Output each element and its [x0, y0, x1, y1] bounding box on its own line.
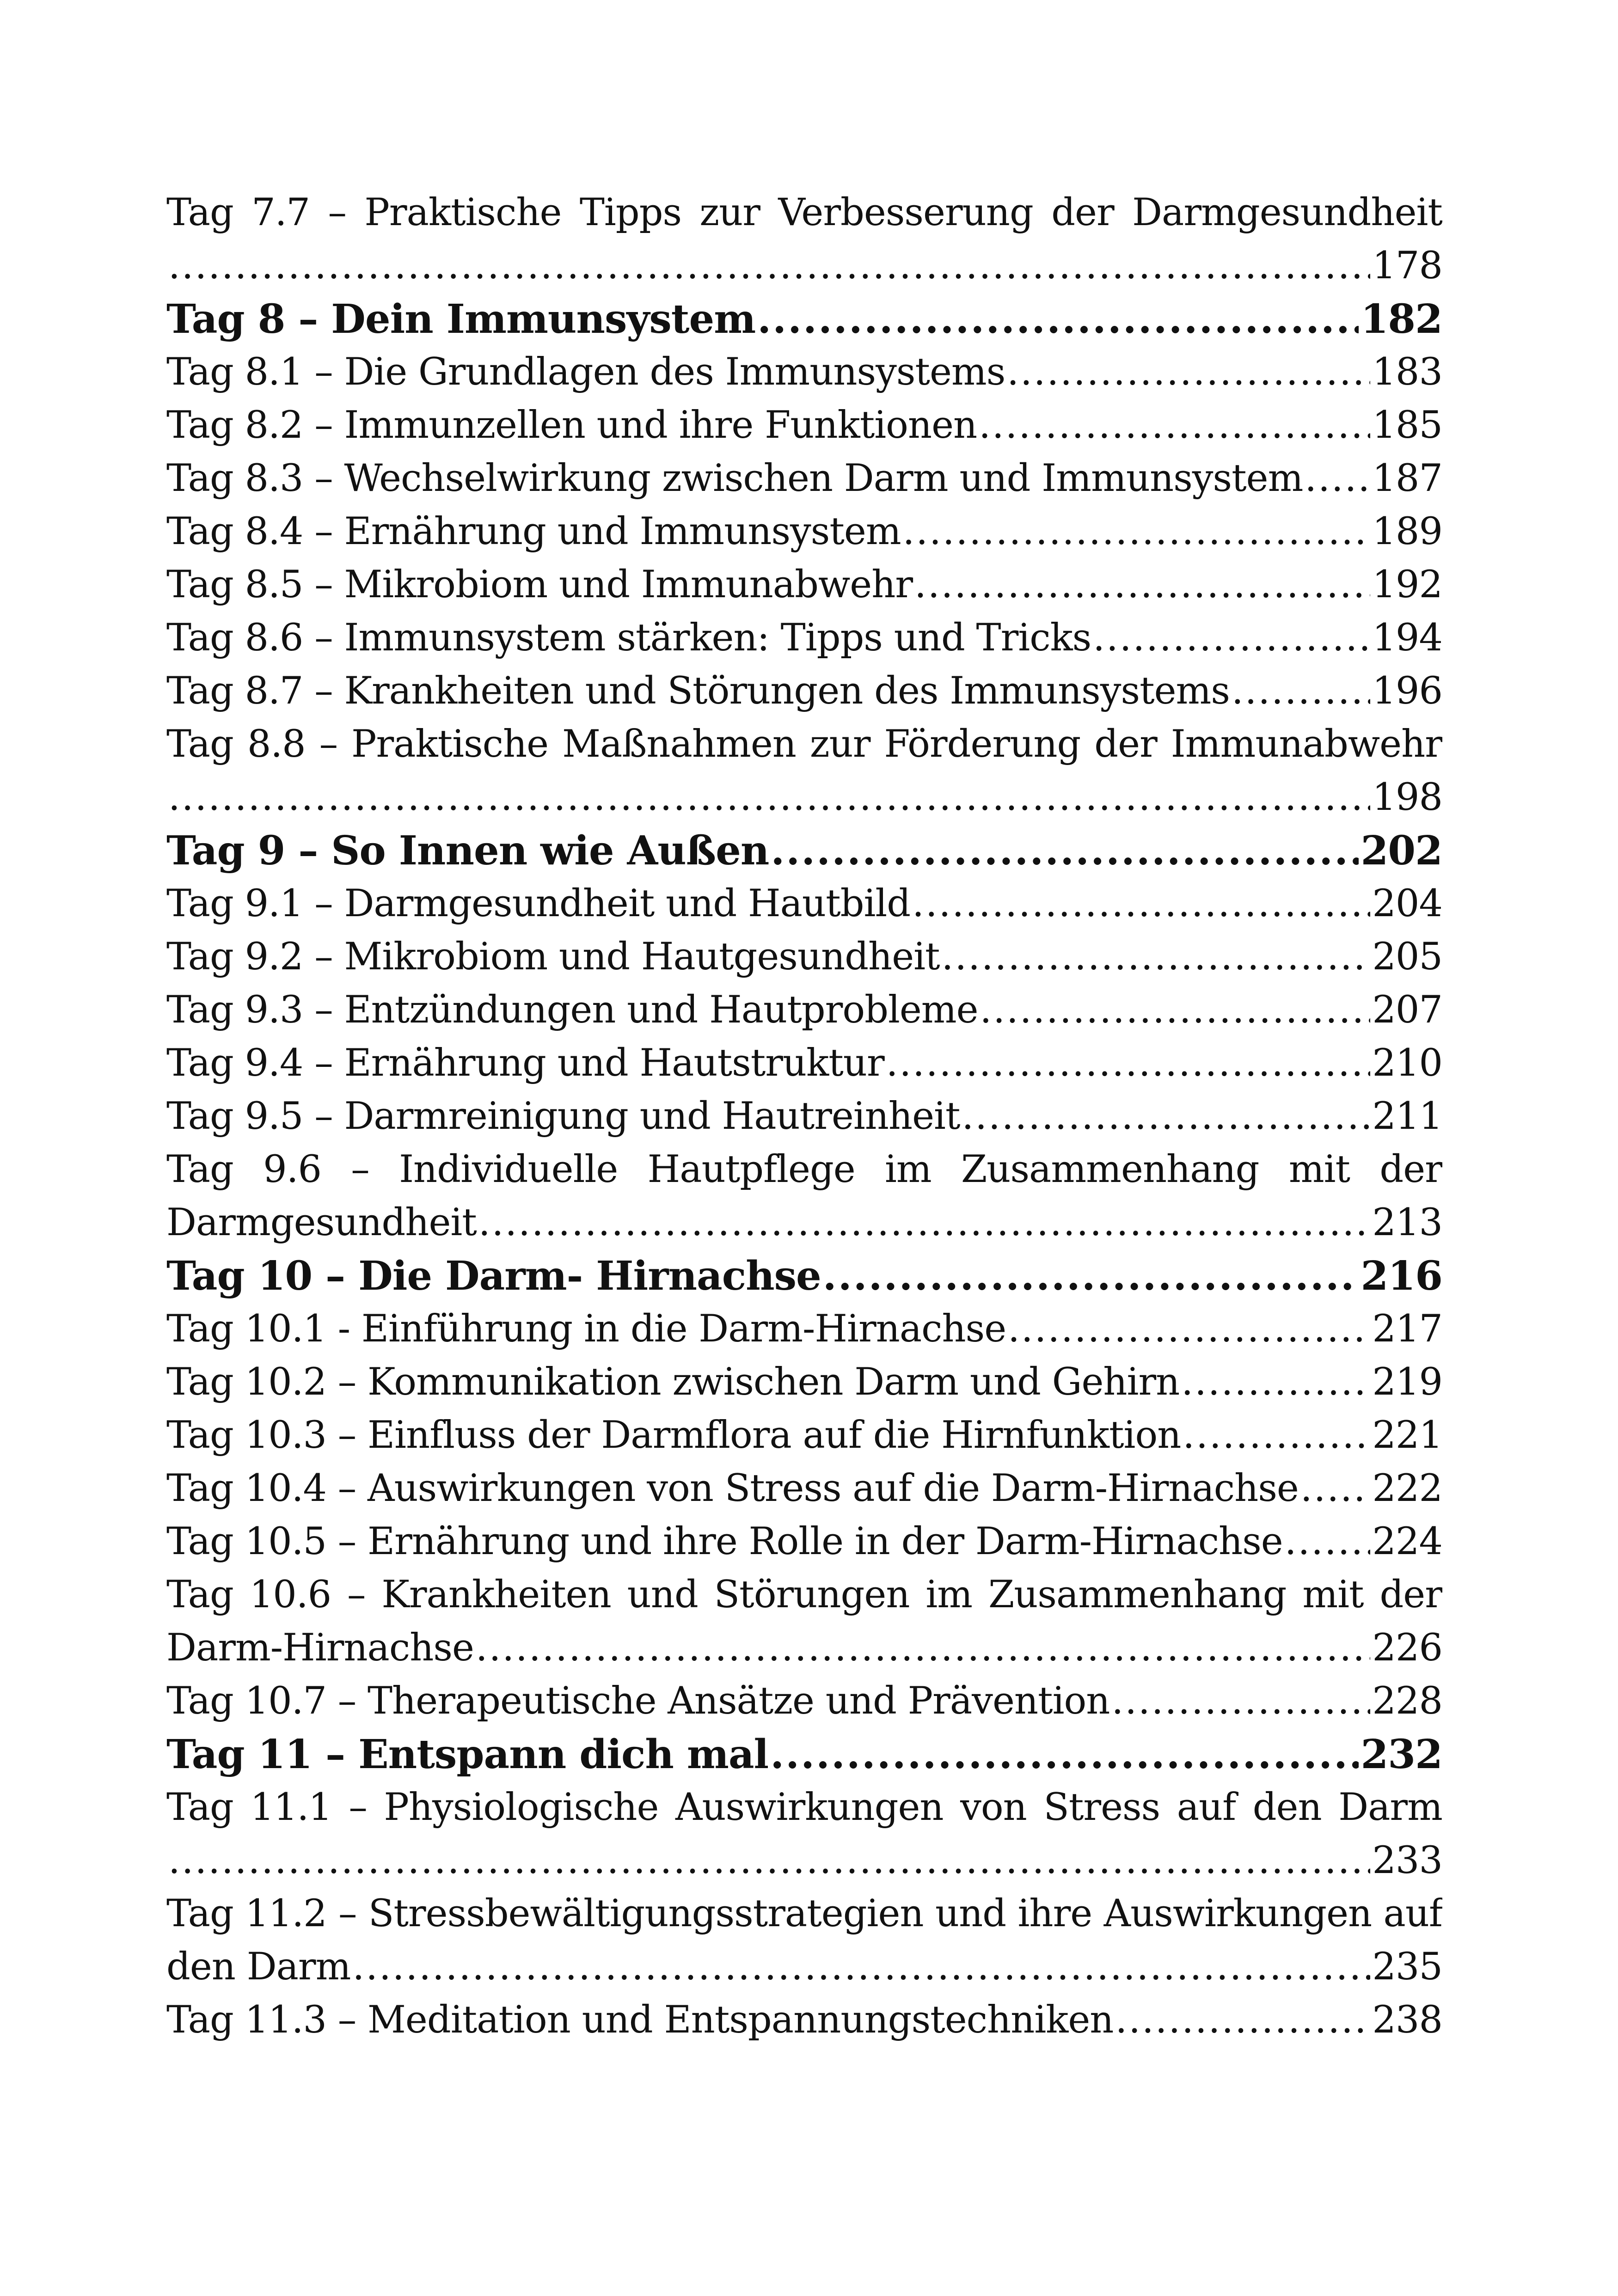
toc-entry-word: – — [347, 1573, 366, 1616]
dot-leader — [1181, 1356, 1370, 1409]
dot-leader — [757, 293, 1359, 346]
toc-entry-title: Tag 10 – Die Darm- Hirnachse — [166, 1253, 821, 1299]
toc-entry-title: Tag 10.7 – Therapeutische Ansätze und Prävention — [166, 1679, 1110, 1723]
dot-leader — [1300, 1462, 1371, 1515]
toc-entry-word: Stress — [1043, 1786, 1160, 1829]
toc-entry-word: und — [935, 1892, 1006, 1935]
toc-entry-word: Hautpflege — [647, 1148, 855, 1191]
toc-entry-word: Zusammenhang — [988, 1573, 1287, 1616]
dot-leader — [168, 239, 1370, 293]
page-number: 178 — [1372, 244, 1442, 288]
toc-entry-word: der — [1094, 722, 1157, 766]
toc-subentry-wrapped — [166, 718, 1442, 824]
toc-subentry — [166, 346, 1442, 399]
toc-subentry — [166, 1037, 1442, 1090]
toc-entry-word: 9.6 — [263, 1148, 321, 1191]
toc-subentry — [166, 1515, 1442, 1568]
page-number: 205 — [1372, 935, 1442, 979]
dot-leader — [1232, 665, 1370, 718]
toc-entry-title: Tag 10.1 - Einführung in die Darm-Hirnachse — [166, 1307, 1006, 1351]
page-number: 235 — [1372, 1945, 1442, 1989]
dot-leader — [1115, 1994, 1370, 2047]
dot-leader — [478, 1196, 1371, 1249]
toc-entry-word: mit — [1288, 1148, 1350, 1191]
toc-entry-title: Tag 8.3 – Wechselwirkung zwischen Darm und Immunsystem — [166, 457, 1303, 500]
toc-entry-word: Auswirkungen — [675, 1786, 944, 1829]
toc-entry-word: Tipps — [579, 191, 682, 234]
toc-entry-title: Tag 10.2 – Kommunikation zwischen Darm und Gehirn — [166, 1360, 1180, 1404]
page-number: 219 — [1372, 1360, 1442, 1404]
toc-entry-title-line — [166, 1887, 1442, 1941]
page-number: 210 — [1372, 1041, 1442, 1085]
toc-entry-word: Tag — [166, 1892, 233, 1935]
dot-leader — [912, 877, 1370, 931]
page-number: 221 — [1372, 1414, 1442, 1457]
page-number: 185 — [1372, 404, 1442, 447]
toc-entry-word: Tag — [166, 1148, 233, 1191]
toc-entry-word: Tag — [166, 1786, 233, 1829]
page-number: 233 — [1372, 1839, 1442, 1882]
toc-entry-word: der — [1379, 1573, 1442, 1616]
toc-entry-title: Tag 8.7 – Krankheiten und Störungen des Immunsystems — [166, 669, 1230, 713]
toc-entry-title: Tag 9 – So Innen wie Außen — [166, 827, 769, 874]
toc-entry-title-line — [166, 1781, 1442, 1834]
page-number: 211 — [1372, 1095, 1442, 1138]
toc-entry-title: Tag 9.5 – Darmreinigung und Hautreinheit — [166, 1095, 960, 1138]
toc-subentry — [166, 1409, 1442, 1462]
dot-leader — [771, 824, 1359, 877]
toc-entry-word: Tag — [166, 722, 233, 766]
dot-leader — [1093, 612, 1370, 665]
toc-entry-title: Tag 9.3 – Entzündungen und Hautprobleme — [166, 988, 978, 1032]
toc-entry-title-continuation: Darmgesundheit — [166, 1201, 477, 1244]
toc-entry-word: auf — [1383, 1892, 1442, 1935]
page-number: 228 — [1372, 1679, 1442, 1723]
toc-entry-title: Tag 11 – Entspann dich mal — [166, 1731, 769, 1778]
toc-entry-word: zur — [699, 191, 760, 234]
toc-entry-word: den — [1252, 1786, 1322, 1829]
toc-entry-word: 11.1 — [250, 1786, 332, 1829]
toc-entry-title: Tag 10.3 – Einfluss der Darmflora auf die Hirnfunktion — [166, 1414, 1181, 1457]
toc-entry-title: Tag 11.3 – Meditation und Entspannungstechniken — [166, 1998, 1114, 2042]
page-number: 216 — [1361, 1253, 1442, 1299]
toc-subentry — [166, 1090, 1442, 1143]
page-number: 183 — [1372, 350, 1442, 394]
toc-subentry — [166, 877, 1442, 931]
page-number: 204 — [1372, 882, 1442, 925]
toc-entry-word: Zusammenhang — [961, 1148, 1259, 1191]
toc-entry-word: – — [338, 1892, 357, 1935]
toc-entry-word: Förderung — [884, 722, 1081, 766]
page-number: 192 — [1372, 563, 1442, 606]
toc-chapter-entry — [166, 1249, 1442, 1303]
dot-leader — [962, 1090, 1371, 1143]
toc-subentry-wrapped — [166, 1568, 1442, 1675]
toc-subentry — [166, 452, 1442, 505]
toc-subentry — [166, 612, 1442, 665]
toc-entry-title: Tag 8.1 – Die Grundlagen des Immunsystems — [166, 350, 1005, 394]
toc-subentry — [166, 1356, 1442, 1409]
dot-leader — [1008, 1303, 1370, 1356]
toc-subentry — [166, 665, 1442, 718]
toc-entry-title: Tag 10.5 – Ernährung und ihre Rolle in der Darm-Hirnachse — [166, 1520, 1283, 1563]
page-number: 217 — [1372, 1307, 1442, 1351]
dot-leader — [979, 399, 1370, 452]
toc-entry-title: Tag 8.6 – Immunsystem stärken: Tipps und Tricks — [166, 616, 1091, 660]
page-number: 194 — [1372, 616, 1442, 660]
toc-entry-word: im — [885, 1148, 932, 1191]
toc-entry-title: Tag 9.4 – Ernährung und Hautstruktur — [166, 1041, 884, 1085]
dot-leader — [1111, 1675, 1370, 1728]
toc-entry-word: 10.6 — [249, 1573, 331, 1616]
toc-entry-word: Tag — [166, 1573, 233, 1616]
dot-leader — [1305, 452, 1370, 505]
toc-entry-word: Krankheiten — [381, 1573, 611, 1616]
dot-leader — [886, 1037, 1371, 1090]
toc-chapter-entry — [166, 293, 1442, 346]
toc-subentry — [166, 931, 1442, 984]
toc-subentry-wrapped — [166, 186, 1442, 293]
toc-entry-title: Tag 8 – Dein Immunsystem — [166, 296, 756, 343]
toc-entry-word: Auswirkungen — [1103, 1892, 1372, 1935]
page-number: 238 — [1372, 1998, 1442, 2042]
page-number: 198 — [1372, 776, 1442, 819]
toc-chapter-entry — [166, 824, 1442, 877]
toc-subentry — [166, 399, 1442, 452]
toc-subentry — [166, 1994, 1442, 2047]
toc-entry-word: und — [627, 1573, 698, 1616]
dot-leader — [168, 771, 1370, 824]
toc-entry-title-line — [166, 1143, 1442, 1196]
toc-subentry — [166, 984, 1442, 1037]
page-number: 182 — [1361, 296, 1442, 343]
toc-entry-word: Praktische — [351, 722, 549, 766]
dot-leader — [823, 1249, 1359, 1303]
toc-entry-word: Darm — [1338, 1786, 1442, 1829]
dot-leader — [1007, 346, 1370, 399]
page-number: 226 — [1372, 1626, 1442, 1670]
toc-entry-word: Maßnahmen — [562, 722, 796, 766]
toc-entry-word: – — [351, 1148, 369, 1191]
toc-entry-word: der — [1379, 1148, 1442, 1191]
toc-subentry — [166, 1303, 1442, 1356]
toc-entry-title: Tag 8.4 – Ernährung und Immunsystem — [166, 510, 901, 553]
toc-entry-title: Tag 10.4 – Auswirkungen von Stress auf die Darm-Hirnachse — [166, 1467, 1299, 1510]
dot-leader — [903, 505, 1371, 558]
toc-subentry-wrapped — [166, 1143, 1442, 1249]
dot-leader — [770, 1728, 1359, 1781]
dot-leader — [1285, 1515, 1371, 1568]
toc-entry-title-continuation: Darm-Hirnachse — [166, 1626, 474, 1670]
toc-entry-word: Verbesserung — [778, 191, 1033, 234]
page-number: 232 — [1361, 1731, 1442, 1778]
toc-entry-word: auf — [1177, 1786, 1236, 1829]
page-number: 213 — [1372, 1201, 1442, 1244]
toc-subentry — [166, 1462, 1442, 1515]
toc-entry-word: Immunabwehr — [1171, 722, 1442, 766]
toc-entry-title-line — [166, 186, 1442, 239]
page-number: 187 — [1372, 457, 1442, 500]
page-number: 222 — [1372, 1467, 1442, 1510]
toc-entry-word: im — [925, 1573, 973, 1616]
toc-subentry — [166, 1675, 1442, 1728]
page-number: 207 — [1372, 988, 1442, 1032]
toc-entry-word: Stressbewältigungsstrategien — [368, 1892, 924, 1935]
toc-entry-word: 8.8 — [247, 722, 306, 766]
toc-entry-word: Störungen — [714, 1573, 910, 1616]
toc-chapter-entry — [166, 1728, 1442, 1781]
toc-entry-word: mit — [1302, 1573, 1364, 1616]
page-number: 224 — [1372, 1520, 1442, 1563]
dot-leader — [1183, 1409, 1370, 1462]
toc-entry-title: Tag 8.2 – Immunzellen und ihre Funktionen — [166, 404, 977, 447]
dot-leader — [352, 1941, 1370, 1994]
toc-subentry-wrapped — [166, 1781, 1442, 1887]
toc-entry-word: 7.7 — [251, 191, 310, 234]
dot-leader — [476, 1622, 1371, 1675]
toc-entry-title-continuation: den Darm — [166, 1945, 351, 1989]
toc-entry-title-line — [166, 718, 1442, 771]
dot-leader — [914, 558, 1370, 612]
toc-entry-word: – — [319, 722, 338, 766]
toc-entry-title-line — [166, 1568, 1442, 1622]
toc-entry-title: Tag 8.5 – Mikrobiom und Immunabwehr — [166, 563, 913, 606]
table-of-contents — [166, 186, 1442, 2047]
toc-entry-word: – — [328, 191, 346, 234]
toc-entry-word: ihre — [1017, 1892, 1092, 1935]
toc-entry-word: 11.2 — [245, 1892, 327, 1935]
toc-entry-word: Praktische — [364, 191, 562, 234]
toc-entry-word: Physiologische — [384, 1786, 659, 1829]
page-number: 196 — [1372, 669, 1442, 713]
toc-entry-title: Tag 9.1 – Darmgesundheit und Hautbild — [166, 882, 911, 925]
dot-leader — [980, 984, 1371, 1037]
toc-entry-word: Individuelle — [399, 1148, 618, 1191]
toc-entry-word: Tag — [166, 191, 233, 234]
toc-entry-word: – — [349, 1786, 367, 1829]
page-number: 189 — [1372, 510, 1442, 553]
page-number: 202 — [1361, 827, 1442, 874]
toc-entry-title: Tag 9.2 – Mikrobiom und Hautgesundheit — [166, 935, 940, 979]
toc-entry-word: Darmgesundheit — [1132, 191, 1442, 234]
toc-subentry-wrapped — [166, 1887, 1442, 1994]
toc-entry-word: der — [1051, 191, 1114, 234]
toc-subentry — [166, 558, 1442, 612]
toc-subentry — [166, 505, 1442, 558]
dot-leader — [942, 931, 1371, 984]
toc-entry-word: zur — [809, 722, 870, 766]
toc-entry-word: von — [960, 1786, 1027, 1829]
dot-leader — [168, 1834, 1370, 1887]
